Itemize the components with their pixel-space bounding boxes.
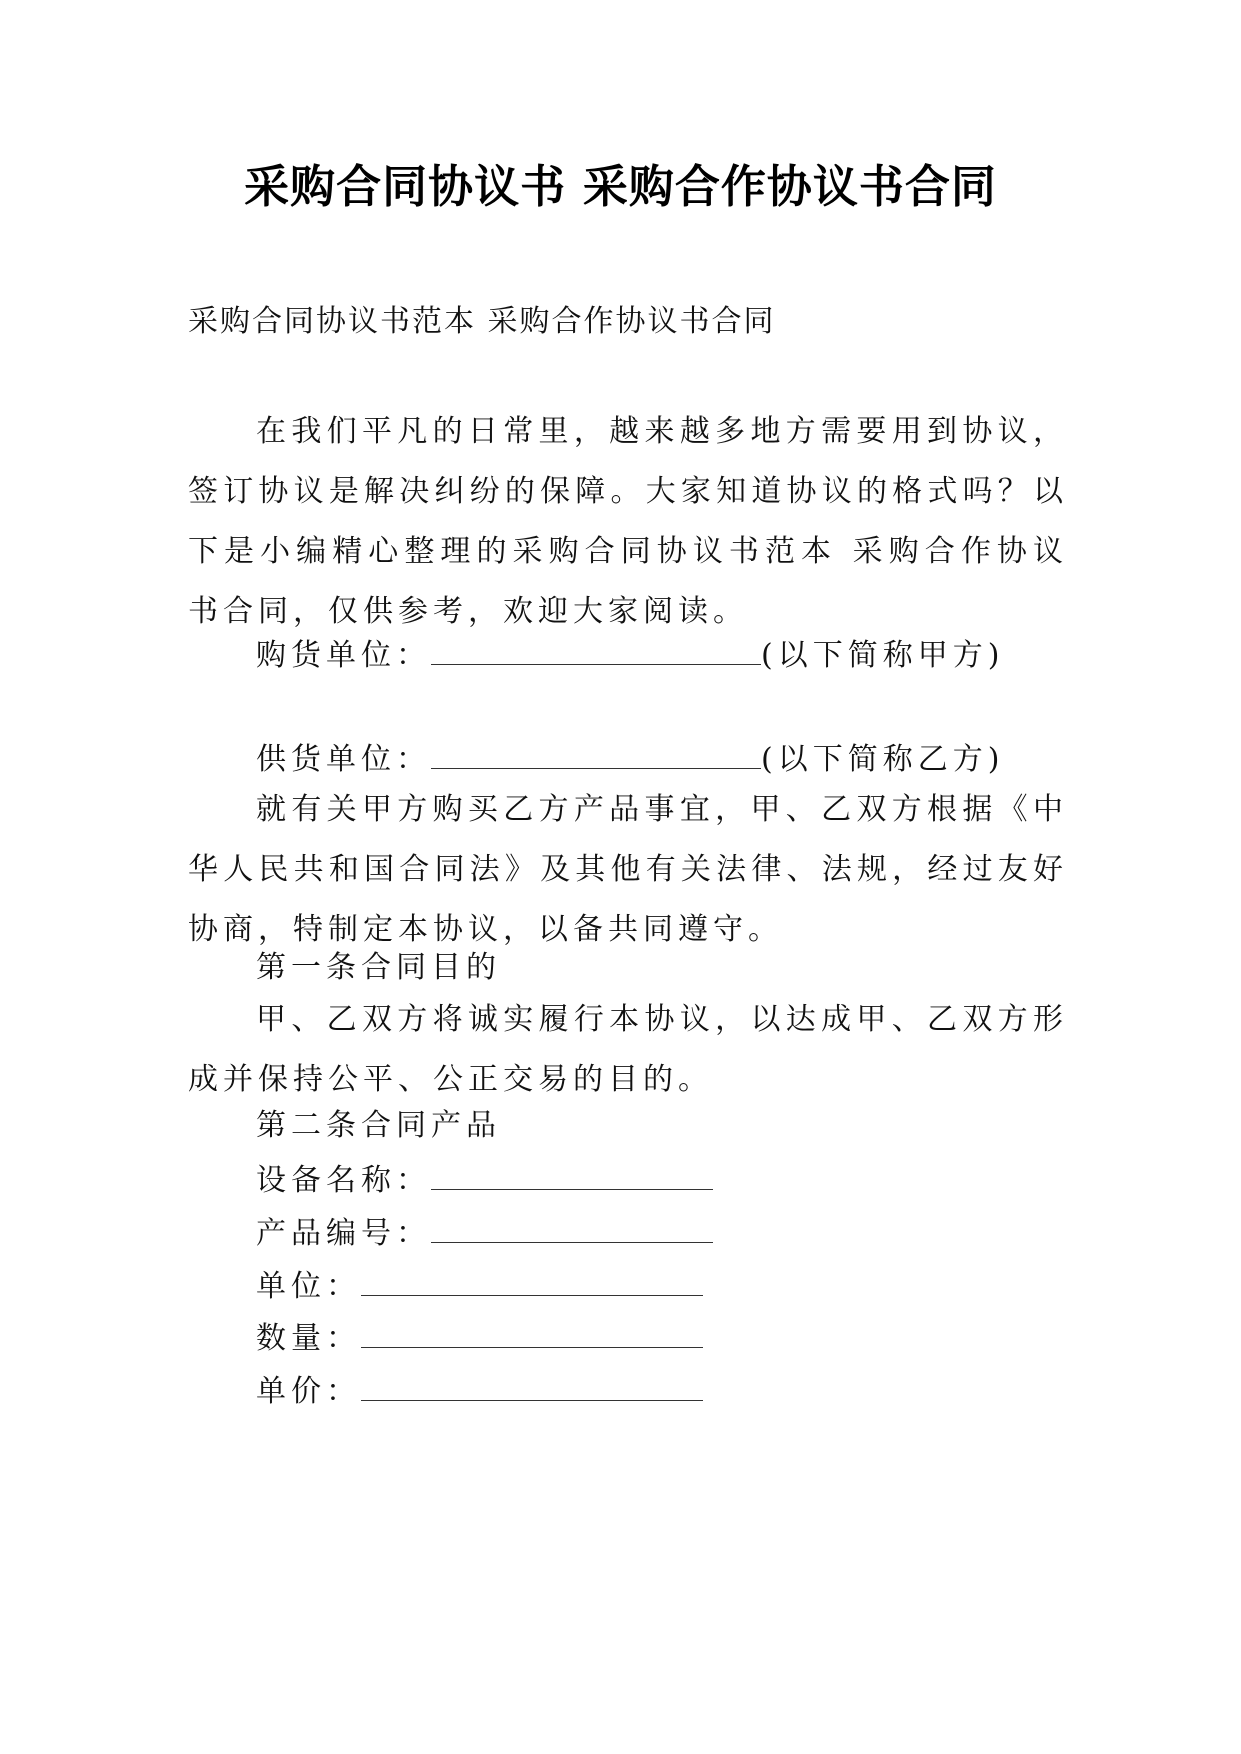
product-number-blank[interactable] xyxy=(431,1216,713,1243)
unit-line xyxy=(256,1261,703,1305)
preamble-paragraph: 就有关甲方购买乙方产品事宜，甲、乙双方根据《中华人民共和国合同法》及其他有关法律、法规，经过友好协商，特制定本协议，以备共同遵守。 xyxy=(188,792,1068,947)
product-number-label: 产品编号： xyxy=(256,1216,431,1251)
document-subtitle: 采购合同协议书范本 采购合作协议书合同 xyxy=(188,304,776,339)
seller-line xyxy=(256,734,1004,778)
unit-price-blank[interactable] xyxy=(361,1374,703,1401)
unit-price-label: 单价： xyxy=(256,1374,361,1409)
quantity-label: 数量： xyxy=(256,1321,361,1356)
unit-blank[interactable] xyxy=(361,1269,703,1296)
buyer-label: 购货单位： xyxy=(256,638,431,673)
article-1-title: 第一条合同目的 xyxy=(256,950,501,985)
buyer-line xyxy=(256,630,1004,674)
article-1-text: 甲、乙双方将诚实履行本协议，以达成甲、乙双方形成并保持公平、公正交易的目的。 xyxy=(188,1002,1068,1097)
buyer-blank[interactable] xyxy=(431,638,761,665)
equipment-name-label: 设备名称： xyxy=(256,1163,431,1198)
intro-paragraph: 在我们平凡的日常里，越来越多地方需要用到协议，签订协议是解决纠纷的保障。大家知道协议的格式吗？以下是小编精心整理的采购合同协议书范本 采购合作协议书合同，仅供参考，欢迎大家阅读。 xyxy=(188,414,1068,629)
seller-blank[interactable] xyxy=(431,742,761,769)
seller-label: 供货单位： xyxy=(256,742,431,777)
equipment-name-blank[interactable] xyxy=(431,1163,713,1190)
unit-price-line xyxy=(256,1366,703,1410)
equipment-name-line xyxy=(256,1155,713,1199)
product-number-line xyxy=(256,1208,713,1252)
unit-label: 单位： xyxy=(256,1269,361,1304)
article-2-title: 第二条合同产品 xyxy=(256,1108,501,1143)
buyer-suffix: (以下简称甲方) xyxy=(761,638,1005,673)
document-title: 采购合同协议书 采购合作协议书合同 xyxy=(244,160,997,213)
quantity-line xyxy=(256,1313,703,1357)
quantity-blank[interactable] xyxy=(361,1321,703,1348)
seller-suffix: (以下简称乙方) xyxy=(761,742,1005,777)
